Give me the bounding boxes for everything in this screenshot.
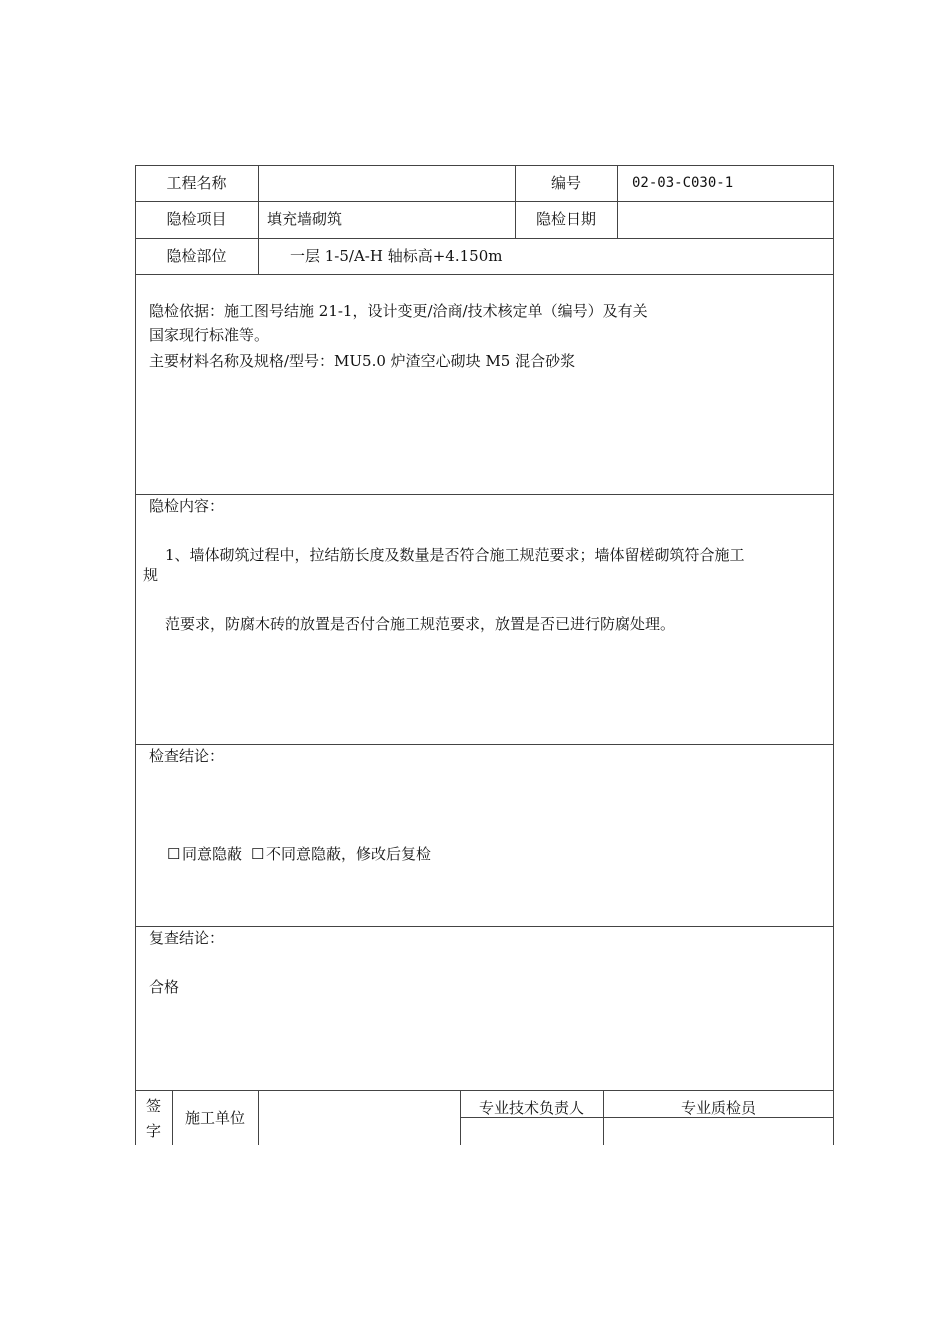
recheck-result: 合格 — [149, 978, 180, 996]
qc-inspector-label: 专业质检员 — [680, 1099, 756, 1117]
row-divider — [135, 238, 834, 239]
row-divider — [135, 926, 834, 927]
row-divider — [135, 1090, 834, 1091]
construction-unit-label: 施工单位 — [184, 1109, 245, 1127]
col-divider — [258, 165, 259, 274]
recheck-title: 复查结论： — [149, 929, 225, 947]
agree-label: 同意隐蔽 — [182, 845, 243, 863]
conclusion-title: 检查结论： — [149, 747, 225, 765]
form-top-border — [135, 165, 834, 166]
row-divider — [135, 744, 834, 745]
row-divider — [135, 494, 834, 495]
inspection-part-value[interactable]: 一层 1-5/A-H 轴标高+4.150m — [290, 247, 503, 265]
serial-no-label: 编号 — [550, 174, 581, 192]
col-divider — [617, 165, 618, 238]
sign-sub-divider — [460, 1117, 834, 1118]
col-divider — [460, 1090, 461, 1145]
content-title: 隐检内容： — [149, 497, 225, 515]
col-divider — [258, 1090, 259, 1145]
inspection-date-label: 隐检日期 — [535, 210, 596, 228]
basis-line-1: 隐检依据：施工图号结施 21-1，设计变更/洽商/技术核定单（编号）及有关 — [149, 302, 648, 320]
content-line-2: 范要求，防腐木砖的放置是否付合施工规范要求，放置是否已进行防腐处理。 — [165, 615, 676, 633]
project-name-label: 工程名称 — [166, 174, 227, 192]
serial-no-value[interactable]: 02-03-C030-1 — [632, 175, 734, 191]
inspection-item-value[interactable]: 填充墙砌筑 — [267, 210, 343, 228]
sign-label-top: 签 — [145, 1097, 161, 1115]
content-line-1: 1、墙体砌筑过程中，拉结筋长度及数量是否符合施工规范要求；墙体留槎砌筑符合施工 — [165, 546, 745, 564]
col-divider — [603, 1090, 604, 1145]
form-left-border — [135, 165, 136, 1145]
row-divider — [135, 201, 834, 202]
inspection-form — [135, 165, 834, 1145]
inspection-item-label: 隐检项目 — [166, 210, 227, 228]
tech-lead-label: 专业技术负责人 — [478, 1099, 584, 1117]
sign-label-bottom: 字 — [145, 1122, 161, 1140]
row-divider — [135, 274, 834, 275]
disagree-label: 不同意隐蔽，修改后复检 — [266, 845, 432, 863]
inspection-part-label: 隐检部位 — [166, 247, 227, 265]
basis-line-2: 国家现行标准等。 — [149, 326, 270, 344]
form-right-border — [833, 165, 834, 1145]
disagree-checkbox[interactable]: ☐ — [251, 845, 265, 863]
content-line-1-wrap: 规 — [143, 566, 159, 584]
materials-line: 主要材料名称及规格/型号：MU5.0 炉渣空心砌块 M5 混合砂浆 — [149, 352, 576, 370]
agree-checkbox[interactable]: ☐ — [167, 845, 181, 863]
